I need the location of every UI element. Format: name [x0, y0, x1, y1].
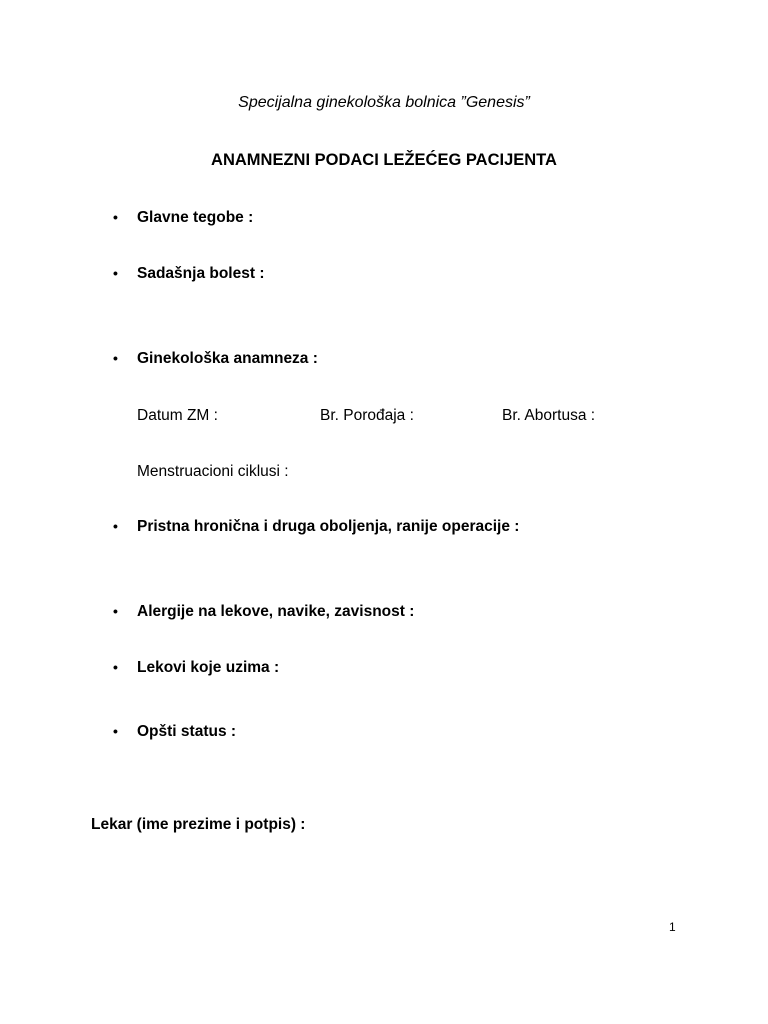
section-main-complaints	[113, 209, 253, 227]
bullet-icon: •	[113, 723, 118, 739]
section-general-status	[113, 723, 236, 741]
section-chronic-illness	[113, 518, 519, 536]
section-medications	[113, 659, 279, 677]
section-label: Lekovi koje uzima :	[137, 659, 280, 676]
section-allergies	[113, 603, 414, 621]
bullet-icon: •	[113, 209, 118, 225]
document-title: ANAMNEZNI PODACI LEŽEĆEG PACIJENTA	[211, 151, 557, 169]
bullet-icon: •	[113, 265, 118, 281]
section-label: Pristna hronična i druga oboljenja, ranije operacije :	[137, 518, 520, 535]
doctor-signature-label: Lekar (ime prezime i potpis) :	[91, 816, 306, 833]
hospital-name: Specijalna ginekološka bolnica ”Genesis”	[238, 94, 530, 111]
section-label: Alergije na lekove, navike, zavisnost :	[137, 603, 415, 620]
bullet-icon: •	[113, 659, 118, 675]
field-date-zm: Datum ZM :	[137, 407, 218, 424]
section-label: Ginekološka anamneza :	[137, 350, 318, 367]
bullet-icon: •	[113, 350, 118, 366]
page-number: 1	[669, 920, 676, 934]
section-gyn-history	[113, 350, 318, 368]
field-menstrual-cycles: Menstruacioni ciklusi :	[137, 463, 289, 480]
section-label: Sadašnja bolest :	[137, 265, 265, 282]
field-births: Br. Porođaja :	[320, 407, 414, 424]
section-label: Opšti status :	[137, 723, 237, 740]
section-current-illness	[113, 265, 264, 283]
field-abortions: Br. Abortusa :	[502, 407, 596, 424]
bullet-icon: •	[113, 518, 118, 534]
bullet-icon: •	[113, 603, 118, 619]
section-label: Glavne tegobe :	[137, 209, 254, 226]
